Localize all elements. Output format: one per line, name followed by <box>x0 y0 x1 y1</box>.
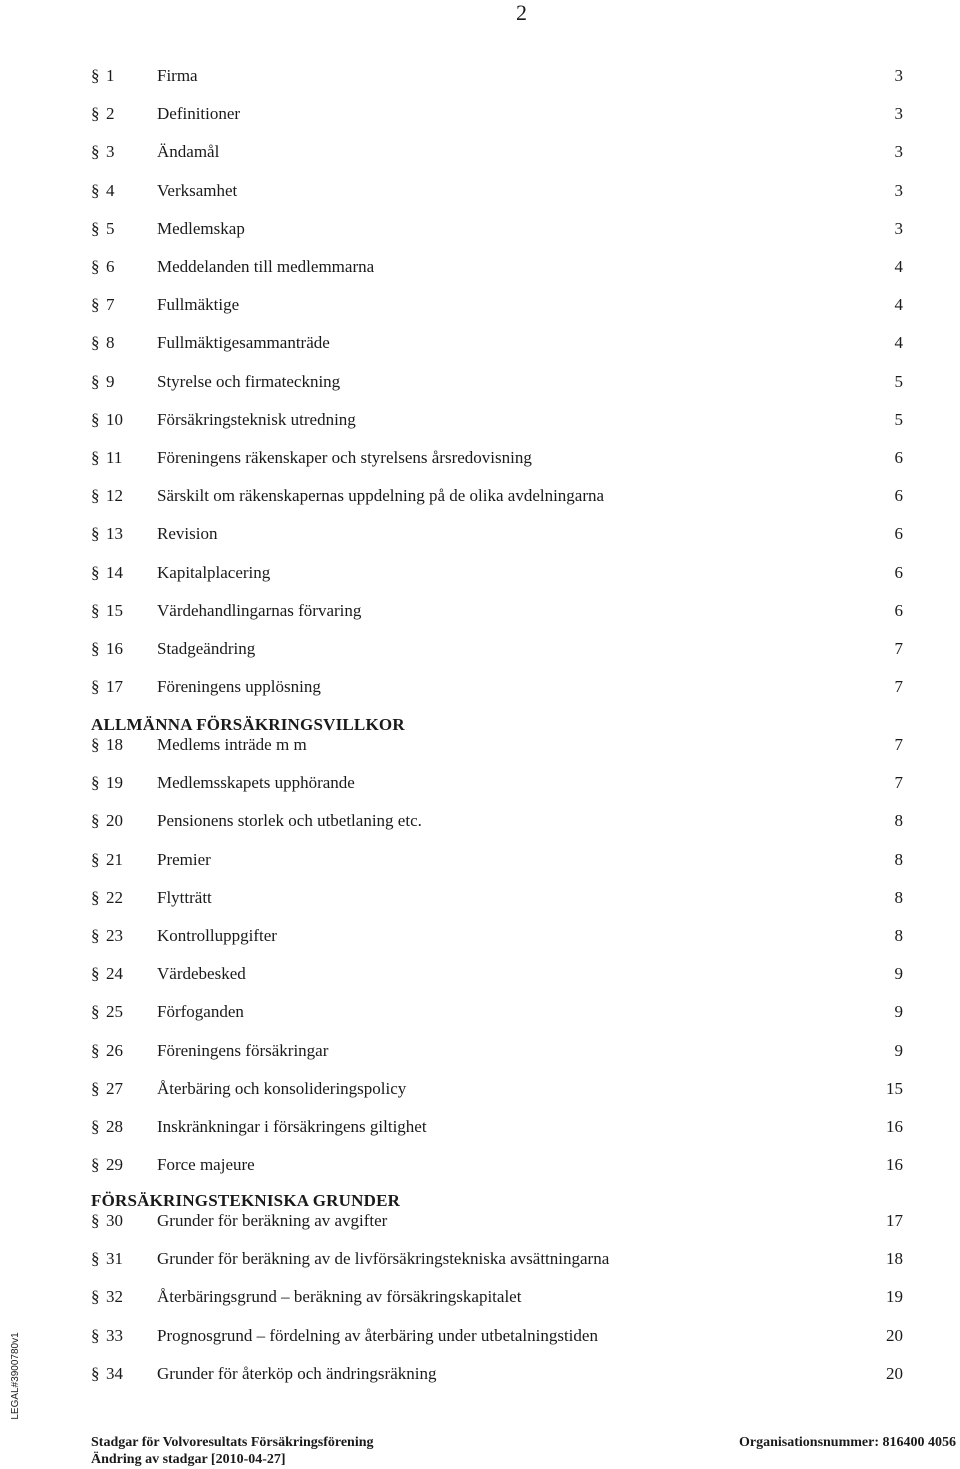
toc-entry-title: Firma <box>157 66 198 85</box>
toc-entry-number: 11 <box>106 448 123 467</box>
toc-entry-number: 17 <box>106 677 123 696</box>
toc-entry-number: 16 <box>106 639 123 658</box>
toc-entry-number: 29 <box>106 1155 123 1174</box>
toc-entry-page: 9 <box>894 964 903 983</box>
section-sign-icon: § <box>91 66 100 85</box>
toc-entry-title: Premier <box>157 850 211 869</box>
toc-entry-title: Föreningens räkenskaper och styrelsens årsredovisning <box>157 448 532 467</box>
section-sign-icon: § <box>91 1287 100 1306</box>
toc-entry <box>0 217 960 241</box>
toc-entry <box>0 408 960 432</box>
toc-entry <box>0 848 960 872</box>
toc-entry-number: 20 <box>106 811 123 830</box>
toc-entry-title: Återbäring och konsolideringspolicy <box>157 1079 407 1098</box>
toc-entry-title: Värdebesked <box>157 964 246 983</box>
toc-entry-page: 6 <box>894 524 903 543</box>
toc-entry-number: 9 <box>106 372 115 391</box>
section-sign-icon: § <box>91 1326 100 1345</box>
toc-entry <box>0 1115 960 1139</box>
toc-entry-title: Styrelse och firmateckning <box>157 372 341 391</box>
toc-entry-page: 16 <box>886 1155 903 1174</box>
toc-entry <box>0 599 960 623</box>
toc-entry-page: 7 <box>894 773 903 792</box>
toc-entry-title: Meddelanden till medlemmarna <box>157 257 375 276</box>
toc-entry-number: 2 <box>106 104 115 123</box>
toc-entry <box>0 733 960 757</box>
section-sign-icon: § <box>91 1079 100 1098</box>
toc-entry-page: 3 <box>894 104 903 123</box>
section-sign-icon: § <box>91 1041 100 1060</box>
toc-entry-page: 9 <box>894 1041 903 1060</box>
toc-entry-title: Verksamhet <box>157 181 238 200</box>
toc-entry <box>0 637 960 661</box>
toc-entry-page: 7 <box>894 735 903 754</box>
toc-entry-page: 20 <box>886 1364 903 1383</box>
toc-entry-title: Förfoganden <box>157 1002 244 1021</box>
toc-entry-title: Pensionens storlek och utbetlaning etc. <box>157 811 422 830</box>
toc-entry <box>0 886 960 910</box>
toc-entry <box>0 64 960 88</box>
section-sign-icon: § <box>91 448 100 467</box>
page-number: 2 <box>516 0 527 25</box>
section-sign-icon: § <box>91 524 100 543</box>
toc-entry-number: 8 <box>106 333 115 352</box>
toc-entry <box>0 293 960 317</box>
toc-entry <box>0 561 960 585</box>
toc-entry-title: Försäkringsteknisk utredning <box>157 410 356 429</box>
toc-entry <box>0 1247 960 1271</box>
toc-entry-title: Revision <box>157 524 218 543</box>
section-sign-icon: § <box>91 677 100 696</box>
section-sign-icon: § <box>91 142 100 161</box>
toc-entry-page: 4 <box>894 257 903 276</box>
toc-entry-title: Flytträtt <box>157 888 212 907</box>
toc-entry <box>0 1077 960 1101</box>
section-sign-icon: § <box>91 773 100 792</box>
section-sign-icon: § <box>91 257 100 276</box>
toc-entry-page: 3 <box>894 181 903 200</box>
section-sign-icon: § <box>91 926 100 945</box>
toc-entry-number: 5 <box>106 219 115 238</box>
toc-entry-title: Inskränkningar i försäkringens giltighet <box>157 1117 427 1136</box>
toc-entry-number: 14 <box>106 563 123 582</box>
toc-entry-page: 16 <box>886 1117 903 1136</box>
toc-entry <box>0 446 960 470</box>
toc-entry <box>0 771 960 795</box>
toc-entry-title: Värdehandlingarnas förvaring <box>157 601 362 620</box>
section-sign-icon: § <box>91 486 100 505</box>
toc-entry-page: 3 <box>894 66 903 85</box>
toc-entry-title: Stadgeändring <box>157 639 256 658</box>
toc-entry-number: 19 <box>106 773 123 792</box>
toc-entry <box>0 962 960 986</box>
toc-entry-title: Medlemskap <box>157 219 245 238</box>
toc-entry-number: 4 <box>106 181 115 200</box>
toc-entry-number: 25 <box>106 1002 123 1021</box>
toc-entry-page: 19 <box>886 1287 903 1306</box>
section-sign-icon: § <box>91 1155 100 1174</box>
toc-entry-number: 30 <box>106 1211 123 1230</box>
toc-entry-page: 6 <box>894 486 903 505</box>
toc-entry-number: 15 <box>106 601 123 620</box>
toc-entry-title: Kontrolluppgifter <box>157 926 277 945</box>
toc-entry-title: Force majeure <box>157 1155 255 1174</box>
toc-entry <box>0 1039 960 1063</box>
document-id-vertical: LEGAL#3900780v1 <box>10 1332 21 1420</box>
section-sign-icon: § <box>91 1364 100 1383</box>
toc-entry-number: 24 <box>106 964 123 983</box>
toc-entry-title: Medlems inträde m m <box>157 735 307 754</box>
toc-entry-title: Fullmäktigesammanträde <box>157 333 330 352</box>
toc-entry-title: Medlemsskapets upphörande <box>157 773 355 792</box>
toc-entry-title: Definitioner <box>157 104 241 123</box>
toc-entry-page: 8 <box>894 888 903 907</box>
toc-entry-number: 18 <box>106 735 123 754</box>
toc-entry <box>0 1000 960 1024</box>
toc-entry <box>0 522 960 546</box>
toc-entry-title: Fullmäktige <box>157 295 240 314</box>
toc-entry-number: 6 <box>106 257 115 276</box>
toc-entry-title: Ändamål <box>157 142 220 161</box>
toc-entry <box>0 1285 960 1309</box>
toc-entry-number: 23 <box>106 926 123 945</box>
toc-entry <box>0 1153 960 1177</box>
section-sign-icon: § <box>91 219 100 238</box>
section-heading-general-terms: ALLMÄNNA FÖRSÄKRINGSVILLKOR <box>91 715 405 734</box>
toc-entry-number: 33 <box>106 1326 123 1345</box>
section-sign-icon: § <box>91 735 100 754</box>
toc-entry-number: 27 <box>106 1079 123 1098</box>
section-sign-icon: § <box>91 1211 100 1230</box>
toc-entry-title: Föreningens upplösning <box>157 677 321 696</box>
toc-entry <box>0 484 960 508</box>
toc-entry-page: 5 <box>894 410 903 429</box>
toc-entry <box>0 255 960 279</box>
toc-entry-page: 3 <box>894 219 903 238</box>
section-sign-icon: § <box>91 104 100 123</box>
section-sign-icon: § <box>91 295 100 314</box>
toc-entry-page: 17 <box>886 1211 903 1230</box>
toc-entry-page: 4 <box>894 333 903 352</box>
toc-entry-page: 5 <box>894 372 903 391</box>
toc-entry-page: 7 <box>894 677 903 696</box>
toc-entry-number: 3 <box>106 142 115 161</box>
toc-entry-page: 7 <box>894 639 903 658</box>
section-sign-icon: § <box>91 1002 100 1021</box>
toc-entry-page: 9 <box>894 1002 903 1021</box>
toc-entry-title: Prognosgrund – fördelning av återbäring under utbetalningstiden <box>157 1326 598 1345</box>
toc-entry-title: Återbäringsgrund – beräkning av försäkringskapitalet <box>157 1287 522 1306</box>
toc-entry-number: 1 <box>106 66 115 85</box>
toc-entry <box>0 370 960 394</box>
footer-amendment-date: Ändring av stadgar [2010-04-27] <box>91 1452 286 1467</box>
section-sign-icon: § <box>91 811 100 830</box>
section-sign-icon: § <box>91 639 100 658</box>
footer-title: Stadgar för Volvoresultats Försäkringsförening <box>91 1435 374 1450</box>
toc-entry-page: 8 <box>894 926 903 945</box>
footer-org-number: Organisationsnummer: 816400 4056 <box>739 1435 956 1450</box>
section-sign-icon: § <box>91 410 100 429</box>
toc-entry-page: 3 <box>894 142 903 161</box>
toc-entry-title: Särskilt om räkenskapernas uppdelning på de olika avdelningarna <box>157 486 605 505</box>
toc-entry-title: Kapitalplacering <box>157 563 271 582</box>
toc-entry-title: Grunder för beräkning av de livförsäkringstekniska avsättningarna <box>157 1249 610 1268</box>
toc-entry <box>0 924 960 948</box>
toc-entry-number: 26 <box>106 1041 123 1060</box>
section-sign-icon: § <box>91 1249 100 1268</box>
section-sign-icon: § <box>91 563 100 582</box>
toc-entry-page: 18 <box>886 1249 903 1268</box>
toc-entry-number: 12 <box>106 486 123 505</box>
section-sign-icon: § <box>91 888 100 907</box>
toc-entry-page: 6 <box>894 563 903 582</box>
toc-entry <box>0 1209 960 1233</box>
toc-entry-number: 28 <box>106 1117 123 1136</box>
section-sign-icon: § <box>91 850 100 869</box>
toc-entry <box>0 675 960 699</box>
toc-entry-number: 13 <box>106 524 123 543</box>
toc-entry <box>0 1362 960 1386</box>
toc-entry-title: Grunder för beräkning av avgifter <box>157 1211 388 1230</box>
toc-entry <box>0 809 960 833</box>
toc-entry-page: 8 <box>894 811 903 830</box>
toc-entry-title: Grunder för återköp och ändringsräkning <box>157 1364 437 1383</box>
toc-entry-page: 15 <box>886 1079 903 1098</box>
toc-entry-number: 31 <box>106 1249 123 1268</box>
toc-entry-number: 21 <box>106 850 123 869</box>
toc-entry <box>0 1324 960 1348</box>
toc-entry-number: 10 <box>106 410 123 429</box>
section-sign-icon: § <box>91 964 100 983</box>
toc-entry-page: 6 <box>894 448 903 467</box>
section-sign-icon: § <box>91 1117 100 1136</box>
toc-entry <box>0 102 960 126</box>
toc-entry-number: 22 <box>106 888 123 907</box>
toc-entry <box>0 331 960 355</box>
toc-entry-page: 20 <box>886 1326 903 1345</box>
toc-entry-title: Föreningens försäkringar <box>157 1041 329 1060</box>
section-heading-technical-basis: FÖRSÄKRINGSTEKNISKA GRUNDER <box>91 1191 401 1210</box>
section-sign-icon: § <box>91 372 100 391</box>
toc-entry-number: 32 <box>106 1287 123 1306</box>
section-sign-icon: § <box>91 333 100 352</box>
section-sign-icon: § <box>91 181 100 200</box>
toc-entry-page: 8 <box>894 850 903 869</box>
toc-entry-page: 4 <box>894 295 903 314</box>
toc-entry-number: 7 <box>106 295 115 314</box>
toc-entry-page: 6 <box>894 601 903 620</box>
section-sign-icon: § <box>91 601 100 620</box>
toc-entry <box>0 179 960 203</box>
toc-entry <box>0 140 960 164</box>
toc-entry-number: 34 <box>106 1364 123 1383</box>
